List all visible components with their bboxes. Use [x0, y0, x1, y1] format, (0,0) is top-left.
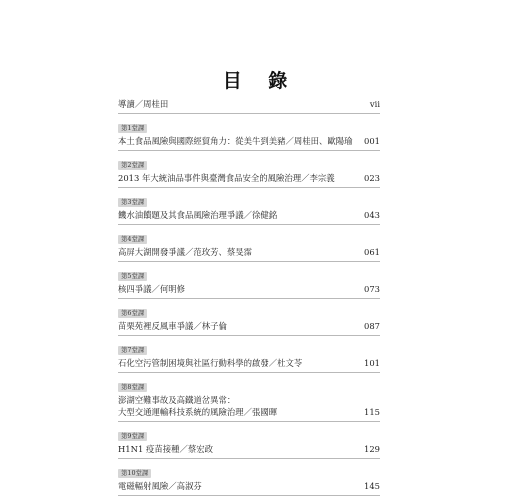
preface-page: vii	[369, 99, 380, 109]
entry-page: 115	[364, 407, 380, 417]
preface-title: 導讀／周桂田	[118, 99, 169, 109]
entry-title: 石化空污管制困境與社區行動科學的啟發／杜文苓	[118, 358, 303, 368]
entry-row	[118, 394, 380, 406]
toc-entry	[118, 263, 380, 299]
entry-row	[118, 172, 380, 184]
entry-title: 高屏大湖開發爭議／范玫芳、蔡旻霈	[118, 247, 252, 257]
toc-entry	[118, 460, 380, 496]
toc-entry	[118, 152, 380, 188]
divider	[118, 421, 380, 422]
divider	[118, 187, 380, 188]
entry-title: 大型交通運輸科技系統的風險治理／張國暉	[118, 407, 278, 417]
entry-title: 電磁輻射風險／高淑芬	[118, 481, 202, 491]
lesson-label: 第9堂課	[118, 432, 147, 441]
entry-title: 澎湖空難事故及高鐵道岔異常：	[118, 395, 236, 405]
divider	[118, 298, 380, 299]
lesson-label: 第8堂課	[118, 383, 147, 392]
entry-title: 2013 年大統油品事件與臺灣食品安全的風險治理／李宗義	[118, 173, 335, 183]
entry-title: H1N1 疫苗接種／蔡宏政	[118, 444, 213, 454]
entry-page: 129	[364, 444, 380, 454]
entry-page: 001	[364, 136, 380, 146]
divider	[118, 372, 380, 373]
entry-row	[118, 135, 380, 147]
entry-row	[118, 283, 380, 295]
lesson-label: 第10堂課	[118, 469, 151, 478]
lesson-label: 第1堂課	[118, 124, 147, 133]
preface-entry	[118, 98, 380, 114]
divider	[118, 495, 380, 496]
lesson-label: 第3堂課	[118, 198, 147, 207]
toc-entry	[118, 300, 380, 336]
entry-title: 本土食品風險與國際經貿角力：從美牛到美豬／周桂田、歐陽瑜	[118, 136, 353, 146]
page-title: 目 錄	[222, 70, 298, 92]
entry-title: 核四爭議／何明修	[118, 284, 185, 294]
entry-title: 饑水油饋題及其食品風險治理爭議／徐健銘	[118, 210, 278, 220]
divider	[118, 458, 380, 459]
divider	[118, 261, 380, 262]
entry-page: 073	[364, 284, 380, 294]
table-of-contents	[118, 98, 380, 496]
entry-page: 087	[364, 321, 380, 331]
entry-row	[118, 480, 380, 492]
entry-row	[118, 406, 380, 418]
entry-row	[118, 320, 380, 332]
divider	[118, 335, 380, 336]
entry-page: 061	[364, 247, 380, 257]
toc-entry	[118, 115, 380, 151]
divider	[118, 224, 380, 225]
toc-entry	[118, 337, 380, 373]
lesson-label: 第6堂課	[118, 309, 147, 318]
entry-title: 苗栗苑裡反風車爭議／林子倫	[118, 321, 227, 331]
lesson-label: 第2堂課	[118, 161, 147, 170]
entry-row	[118, 209, 380, 221]
entry-row	[118, 246, 380, 258]
toc-entry	[118, 423, 380, 459]
toc-entry	[118, 374, 380, 422]
toc-entry	[118, 226, 380, 262]
entry-row	[118, 443, 380, 455]
divider	[118, 113, 380, 114]
entry-page: 101	[364, 358, 380, 368]
entry-row	[118, 357, 380, 369]
entry-page: 145	[364, 481, 380, 491]
lesson-label: 第5堂課	[118, 272, 147, 281]
lesson-label: 第7堂課	[118, 346, 147, 355]
entry-page: 043	[364, 210, 380, 220]
lesson-label: 第4堂課	[118, 235, 147, 244]
toc-entry	[118, 189, 380, 225]
preface-row	[118, 98, 380, 110]
divider	[118, 150, 380, 151]
entry-page: 023	[364, 173, 380, 183]
